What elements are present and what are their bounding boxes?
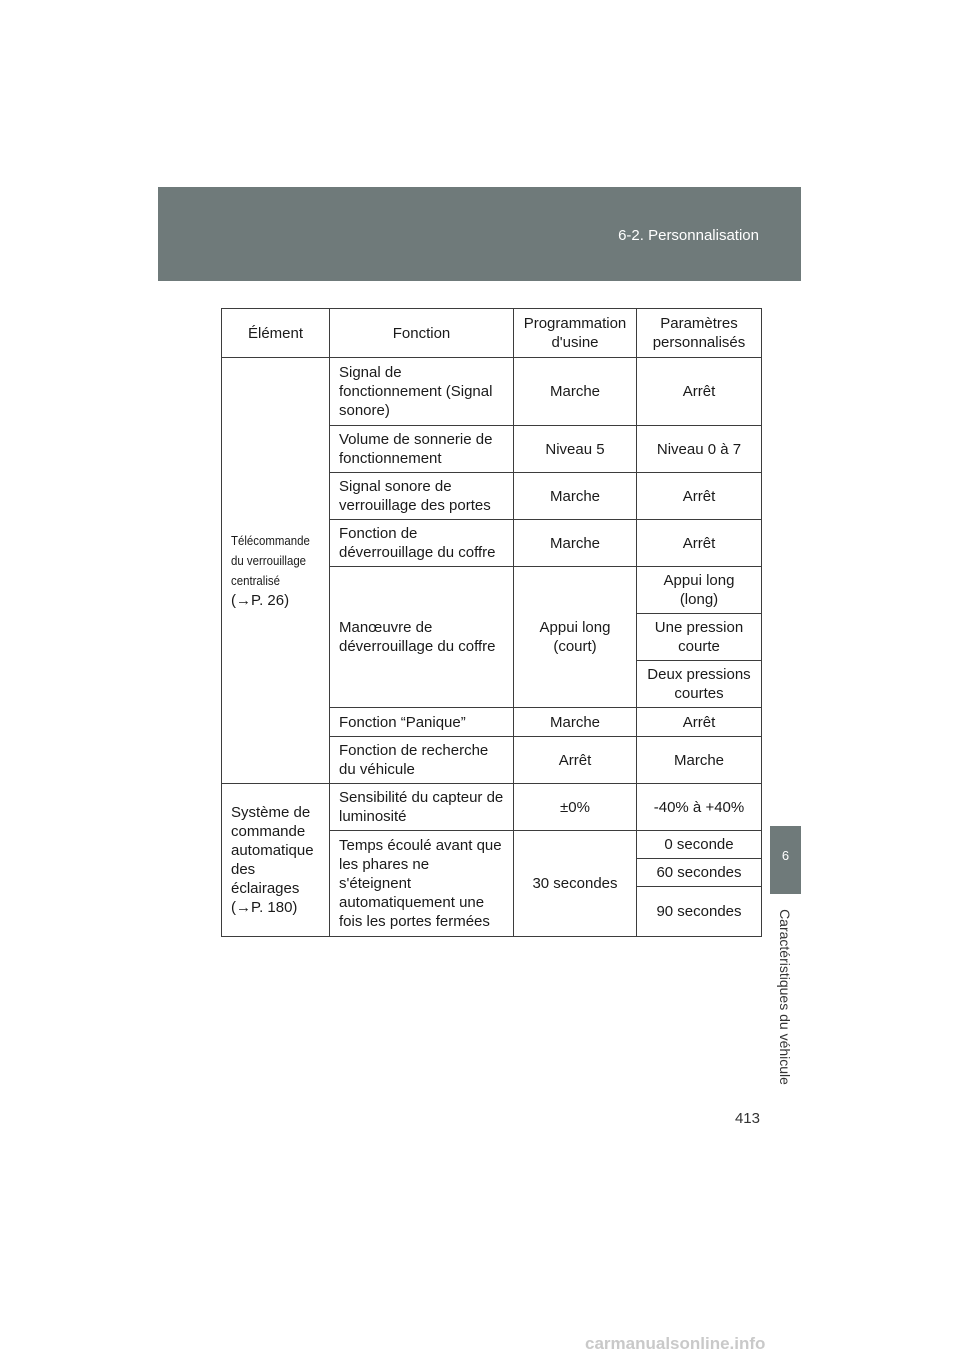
custom-cell: Marche xyxy=(637,737,762,784)
custom-cell: 60 secondes xyxy=(637,859,762,887)
chapter-title-vertical xyxy=(775,902,795,1092)
element-label: Télécommande du verrouillage centralisé xyxy=(231,533,310,588)
section-title: 6-2. Personnalisation xyxy=(618,227,759,244)
custom-cell: Appui long (long) xyxy=(637,567,762,614)
col-header-factory: Programmation d'usine xyxy=(514,309,637,358)
function-cell: Volume de sonnerie de fonctionnement xyxy=(330,426,514,473)
factory-cell: Marche xyxy=(514,708,637,737)
factory-cell: Arrêt xyxy=(514,737,637,784)
function-cell: Fonction de recherche du véhicule xyxy=(330,737,514,784)
function-cell: Temps écoulé avant que les phares ne s'éteignent automatiquement une fois les portes fermées xyxy=(330,831,514,937)
col-header-element: Élément xyxy=(222,309,330,358)
custom-cell: -40% à +40% xyxy=(637,784,762,831)
element-label: Système de commande automatique des éclairages xyxy=(231,804,314,897)
custom-cell: Arrêt xyxy=(637,708,762,737)
col-header-function: Fonction xyxy=(330,309,514,358)
factory-cell: Marche xyxy=(514,520,637,567)
custom-cell: Deux pressions courtes xyxy=(637,661,762,708)
page-reference: (→P. 26) xyxy=(231,592,290,609)
watermark-text: carmanualsonline.info xyxy=(585,1334,766,1353)
custom-cell: Arrêt xyxy=(637,473,762,520)
function-cell: Sensibilité du capteur de luminosité xyxy=(330,784,514,831)
factory-cell: ±0% xyxy=(514,784,637,831)
custom-cell: Une pression courte xyxy=(637,614,762,661)
custom-cell: Arrêt xyxy=(637,358,762,426)
factory-cell: Marche xyxy=(514,473,637,520)
page-number: 413 xyxy=(734,1110,760,1127)
element-cell-remote xyxy=(222,358,330,784)
custom-cell: Niveau 0 à 7 xyxy=(637,426,762,473)
page-reference: (→P. 180) xyxy=(231,899,298,916)
chapter-tab xyxy=(770,826,801,894)
function-cell: Signal sonore de verrouillage des portes xyxy=(330,473,514,520)
factory-cell: Niveau 5 xyxy=(514,426,637,473)
chapter-title: Caractéristiques du véhicule xyxy=(777,909,793,1085)
function-cell: Fonction de déverrouillage du coffre xyxy=(330,520,514,567)
custom-cell: 90 secondes xyxy=(637,887,762,937)
function-cell: Manœuvre de déverrouillage du coffre xyxy=(330,567,514,708)
factory-cell: Marche xyxy=(514,358,637,426)
table-row xyxy=(222,784,762,831)
col-header-custom: Paramètres personnalisés xyxy=(637,309,762,358)
customization-table xyxy=(221,308,762,937)
factory-cell: Appui long (court) xyxy=(514,567,637,708)
section-header-band xyxy=(158,187,801,281)
custom-cell: Arrêt xyxy=(637,520,762,567)
element-cell-lighting xyxy=(222,784,330,937)
table-header-row xyxy=(222,309,762,358)
custom-cell: 0 seconde xyxy=(637,831,762,859)
function-cell: Signal de fonctionnement (Signal sonore) xyxy=(330,358,514,426)
function-cell: Fonction “Panique” xyxy=(330,708,514,737)
chapter-number: 6 xyxy=(781,848,790,863)
table-row xyxy=(222,358,762,426)
factory-cell: 30 secondes xyxy=(514,831,637,937)
